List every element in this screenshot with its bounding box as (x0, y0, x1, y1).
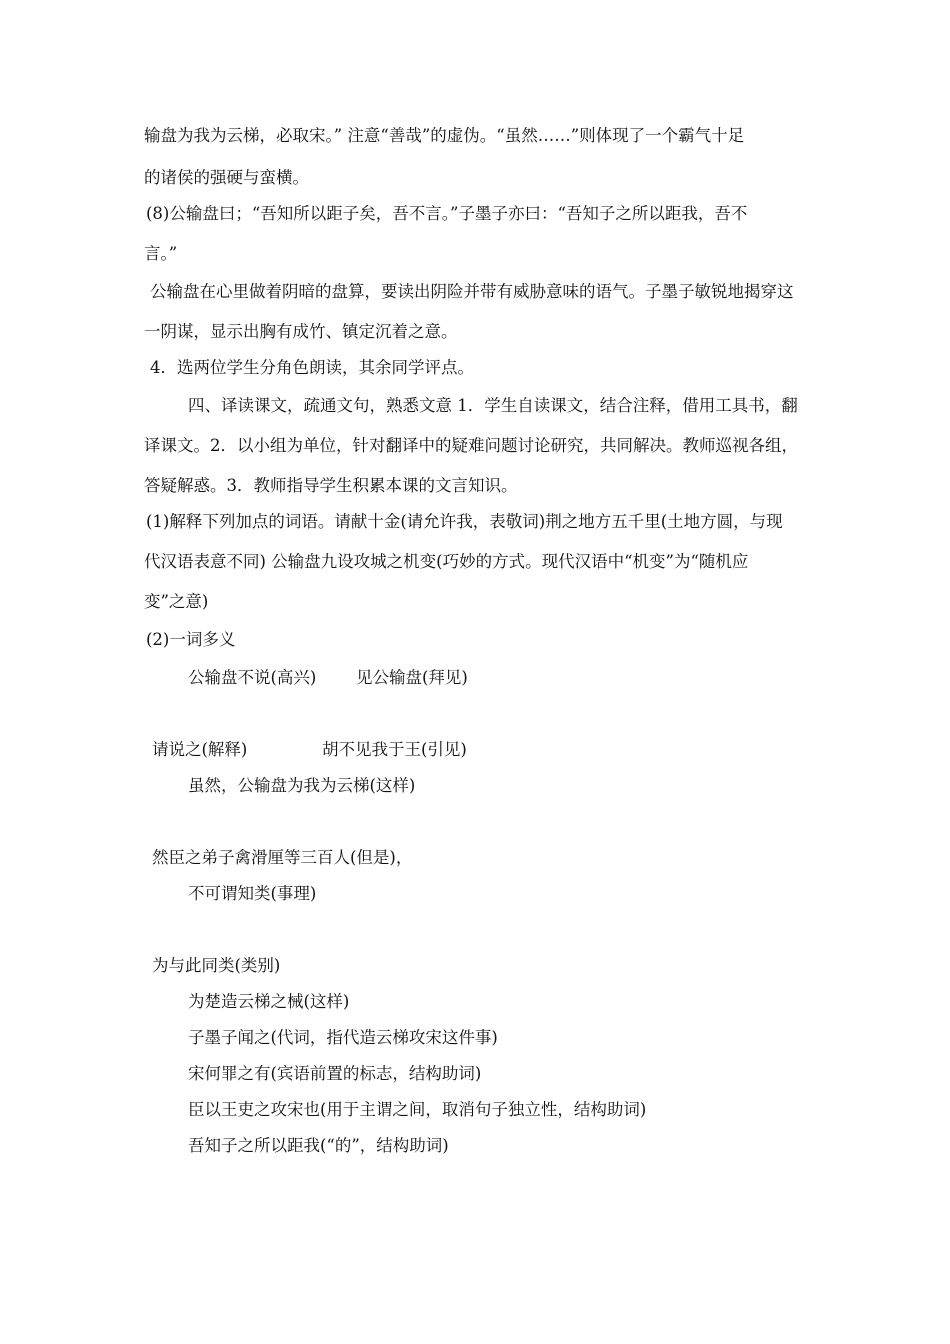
vocab-example: 子墨子闻之(代词，指代造云梯攻宋这件事) (188, 1028, 498, 1047)
text-line: 言。” (144, 244, 178, 263)
text-line: 变”之意) (144, 592, 209, 611)
vocab-example: 公输盘不说(高兴) (188, 668, 317, 687)
text-line: 代汉语表意不同) 公输盘九设攻城之机变(巧妙的方式。现代汉语中“机变”为“随机应 (144, 552, 749, 571)
vocab-example: 为楚造云梯之械(这样) (188, 992, 350, 1011)
text-line: (2)一词多义 (146, 630, 236, 649)
vocab-example: 虽然，公输盘为我为云梯(这样) (188, 776, 416, 795)
vocab-example: 然臣之弟子禽滑厘等三百人(但是)， (152, 848, 413, 867)
text-line: 答疑解惑。3．教师指导学生积累本课的文言知识。 (144, 476, 518, 495)
text-line: 公输盘在心里做着阴暗的盘算，要读出阴险并带有威胁意味的语气。子墨子敏锐地揭穿这 (150, 282, 794, 301)
text-line: 4．选两位学生分角色朗读，其余同学评点。 (150, 358, 474, 377)
vocab-example: 见公输盘(拜见) (356, 668, 468, 687)
vocab-example: 为与此同类(类别) (152, 956, 281, 975)
vocab-example: 臣以王吏之攻宋也(用于主谓之间，取消句子独立性，结构助词) (188, 1100, 647, 1119)
text-line: (1)解释下列加点的词语。请献十金(请允许我，表敬词)荆之地方五千里(土地方圆，与现 (146, 512, 783, 531)
vocab-example: 不可谓知类(事理) (188, 884, 317, 903)
vocab-example: 胡不见我于王(引见) (322, 740, 467, 759)
section-heading-line: 四、译读课文，疏通文句，熟悉文意 1．学生自读课文，结合注释，借用工具书，翻 (188, 396, 798, 415)
vocab-example: 宋何罪之有(宾语前置的标志，结构助词) (188, 1064, 482, 1083)
text-line: 译课文。2．以小组为单位，针对翻译中的疑难问题讨论研究，共同解决。教师巡视各组， (144, 436, 798, 455)
text-line: 输盘为我为云梯，必取宋。” 注意“善哉”的虚伪。“虽然……”则体现了一个霸气十足 (144, 126, 745, 145)
text-line: (8)公输盘曰；“吾知所以距子矣，吾不言。”子墨子亦曰：“吾知子之所以距我，吾不 (146, 204, 748, 223)
vocab-example: 请说之(解释) (152, 740, 248, 759)
vocab-example: 吾知子之所以距我(“的”，结构助词) (188, 1136, 449, 1155)
text-line: 的诸侯的强硬与蛮横。 (144, 168, 309, 187)
text-line: 一阴谋，显示出胸有成竹、镇定沉着之意。 (144, 322, 458, 341)
